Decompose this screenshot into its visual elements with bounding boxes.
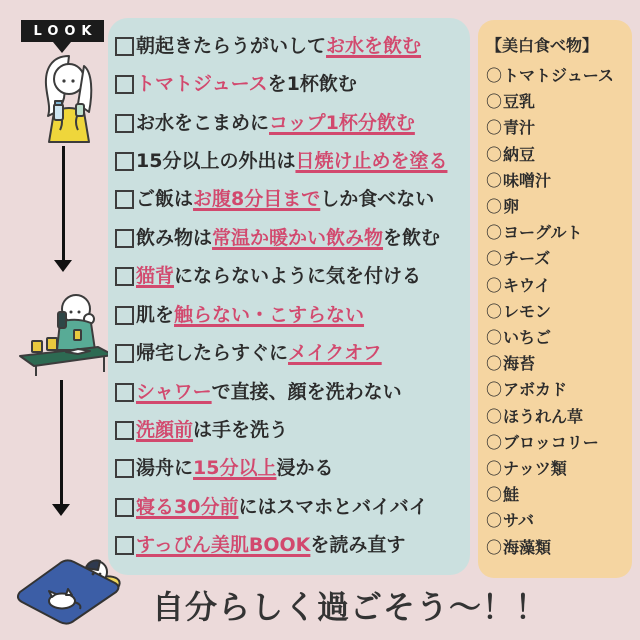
footer-caption: 自分らしく過ごそう〜！！ <box>151 588 548 626</box>
food-item-label: いちご <box>503 328 552 348</box>
checkbox-icon[interactable] <box>115 344 134 363</box>
checklist-item <box>115 334 464 372</box>
circle-bullet-icon: 〇 <box>486 328 503 348</box>
food-item-label: ほうれん草 <box>503 406 584 426</box>
checklist-item <box>115 65 464 103</box>
plain-text: 肌を <box>136 303 175 326</box>
food-item <box>486 246 628 272</box>
circle-bullet-icon: 〇 <box>486 485 503 505</box>
highlighted-text: 常温か暖かい飲み物 <box>212 226 384 249</box>
checklist-item <box>115 296 464 334</box>
arrow-shaft <box>62 146 65 260</box>
checklist-item <box>115 450 464 488</box>
circle-bullet-icon: 〇 <box>486 118 503 138</box>
food-item <box>486 220 628 246</box>
checklist-item <box>115 526 464 564</box>
food-item <box>486 404 628 430</box>
checkbox-icon[interactable] <box>115 37 134 56</box>
plain-text: お水をこまめに <box>136 111 270 134</box>
circle-bullet-icon: 〇 <box>486 144 503 164</box>
food-item <box>486 115 628 141</box>
checkbox-icon[interactable] <box>115 75 134 94</box>
food-item <box>486 430 628 456</box>
food-item-label: ヨーグルト <box>503 223 583 243</box>
checkbox-icon[interactable] <box>115 498 134 517</box>
circle-bullet-icon: 〇 <box>486 223 503 243</box>
food-item-label: 味噌汁 <box>503 170 552 190</box>
food-item-label: ナッツ類 <box>503 459 567 479</box>
food-item-label: 豆乳 <box>503 92 536 112</box>
highlighted-text: メイクオフ <box>288 342 382 365</box>
highlighted-text: シャワー <box>136 380 212 403</box>
food-item <box>486 351 628 377</box>
plain-text: 浸かる <box>276 457 334 480</box>
plain-text: 15分以上の外出は <box>136 149 296 172</box>
highlighted-text: 日焼け止めを塗る <box>295 149 448 172</box>
plain-text: にならないように気を付ける <box>174 265 422 288</box>
plain-text: 朝起きたらうがいして <box>136 34 327 57</box>
checkbox-icon[interactable] <box>115 306 134 325</box>
food-item-label: 卵 <box>503 197 520 217</box>
food-item-label: 鮭 <box>503 485 520 505</box>
circle-bullet-icon: 〇 <box>486 301 503 321</box>
arrow-head <box>52 504 70 516</box>
checklist-item <box>115 411 464 449</box>
food-item <box>486 63 628 89</box>
food-item-label: ブロッコリー <box>503 432 599 452</box>
food-item <box>486 142 628 168</box>
circle-bullet-icon: 〇 <box>486 459 503 479</box>
circle-bullet-icon: 〇 <box>486 354 503 374</box>
highlighted-text: すっぴん美肌BOOK <box>136 534 311 557</box>
plain-text: 飲み物は <box>136 226 213 249</box>
plain-text: しか食べない <box>320 188 435 211</box>
food-item-label: 納豆 <box>503 144 536 164</box>
checkbox-icon[interactable] <box>115 459 134 478</box>
checklist-item <box>115 181 464 219</box>
checkbox-icon[interactable] <box>115 190 134 209</box>
highlighted-text: コップ1杯分飲む <box>269 111 415 134</box>
look-tag <box>21 20 104 42</box>
food-item-label: 海藻類 <box>503 537 552 557</box>
checklist-panel <box>108 18 470 575</box>
highlighted-text: 洗顔前 <box>136 418 194 441</box>
food-item-label: チーズ <box>503 249 551 269</box>
checkbox-icon[interactable] <box>115 536 134 555</box>
circle-bullet-icon: 〇 <box>486 432 503 452</box>
food-item <box>486 273 628 299</box>
circle-bullet-icon: 〇 <box>486 406 503 426</box>
checklist-item <box>115 258 464 296</box>
circle-bullet-icon: 〇 <box>486 249 503 269</box>
person-at-table-illustration <box>16 292 118 378</box>
food-item <box>486 482 628 508</box>
circle-bullet-icon: 〇 <box>486 380 503 400</box>
circle-bullet-icon: 〇 <box>486 92 503 112</box>
checkbox-icon[interactable] <box>115 383 134 402</box>
plain-text: 湯舟に <box>136 457 194 480</box>
plain-text: を飲む <box>383 226 441 249</box>
highlighted-text: お腹8分目まで <box>193 188 321 211</box>
checklist-item <box>115 27 464 65</box>
checklist-item <box>115 142 464 180</box>
checkbox-icon[interactable] <box>115 229 134 248</box>
circle-bullet-icon: 〇 <box>486 511 503 531</box>
circle-bullet-icon: 〇 <box>486 537 503 557</box>
highlighted-text: 15分以上 <box>193 457 277 480</box>
checklist-item <box>115 219 464 257</box>
food-item <box>486 377 628 403</box>
girl-drinking-water-illustration <box>36 52 102 144</box>
checkbox-icon[interactable] <box>115 267 134 286</box>
plain-text: を読み直す <box>310 534 406 557</box>
foods-panel <box>478 20 632 578</box>
highlighted-text: お水を飲む <box>326 34 422 57</box>
plain-text: ご飯は <box>136 188 194 211</box>
circle-bullet-icon: 〇 <box>486 275 503 295</box>
circle-bullet-icon: 〇 <box>486 66 503 85</box>
down-arrow-icon <box>54 146 72 272</box>
checklist-item <box>115 373 464 411</box>
down-arrow-icon <box>52 380 70 516</box>
plain-text: を1杯飲む <box>267 73 357 96</box>
food-item-label: トマトジュース <box>503 66 614 85</box>
highlighted-text: 触らない・こすらない <box>174 303 365 326</box>
plain-text: は手を洗う <box>193 418 289 441</box>
foods-panel-title: 【美白食べ物】 <box>486 36 599 55</box>
food-item-label: アボカド <box>503 380 568 400</box>
arrow-shaft <box>60 380 63 504</box>
food-item <box>486 194 628 220</box>
food-item-label: レモン <box>503 301 552 321</box>
food-item-label: 青汁 <box>503 118 536 138</box>
checkbox-icon[interactable] <box>115 152 134 171</box>
food-item-label: 海苔 <box>503 354 536 374</box>
food-item <box>486 325 628 351</box>
plain-text: 帰宅したらすぐに <box>136 342 289 365</box>
food-item <box>486 89 628 115</box>
food-item <box>486 299 628 325</box>
food-item <box>486 456 628 482</box>
plain-text: で直接、顔を洗わない <box>211 380 402 403</box>
highlighted-text: 寝る30分前 <box>136 495 239 518</box>
food-item <box>486 508 628 534</box>
arrow-head <box>54 260 72 272</box>
highlighted-text: 猫背 <box>136 265 175 288</box>
food-item-label: サバ <box>503 511 535 531</box>
food-item-label: キウイ <box>503 275 551 295</box>
circle-bullet-icon: 〇 <box>486 197 503 217</box>
checkbox-icon[interactable] <box>115 421 134 440</box>
food-item <box>486 535 628 561</box>
highlighted-text: トマトジュース <box>136 73 268 96</box>
plain-text: にはスマホとバイバイ <box>238 495 428 518</box>
circle-bullet-icon: 〇 <box>486 170 503 190</box>
checklist-item <box>115 104 464 142</box>
checkbox-icon[interactable] <box>115 114 134 133</box>
checklist-item <box>115 488 464 526</box>
look-tag-label: LOOK <box>33 23 98 39</box>
food-item <box>486 168 628 194</box>
